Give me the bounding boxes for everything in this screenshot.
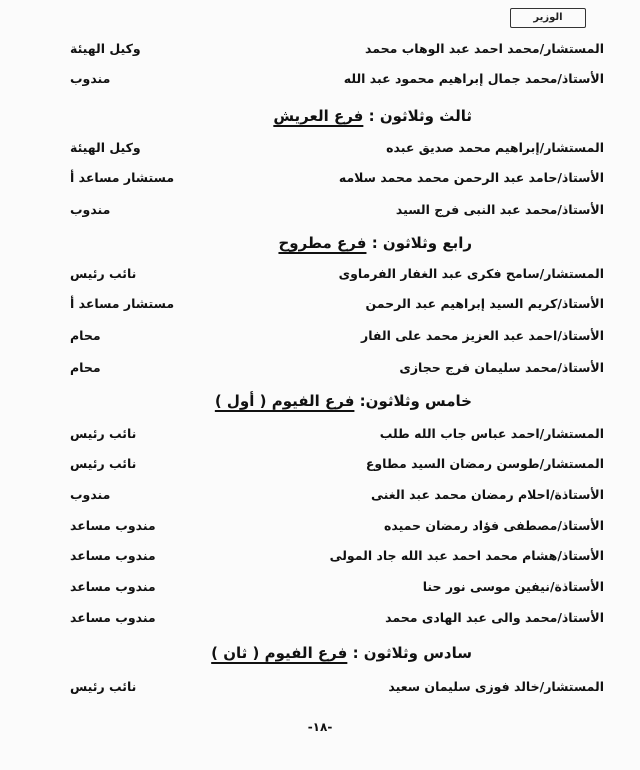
list-item xyxy=(56,545,604,567)
member-role: نائب رئيس xyxy=(70,266,137,281)
member-name: الأستاذ/محمد سليمان فرج حجازى xyxy=(399,360,604,375)
list-item xyxy=(56,325,604,347)
member-role: نائب رئيس xyxy=(70,426,137,441)
list-item xyxy=(56,167,604,189)
member-name: الأستاذة/نيفين موسى نور حنا xyxy=(422,579,604,594)
list-item xyxy=(56,293,604,315)
list-item xyxy=(56,607,604,629)
member-name: الأستاذ/محمد والى عبد الهادى محمد xyxy=(385,610,604,625)
member-role: مندوب xyxy=(70,487,111,502)
member-name: المستشار/طوسن رمضان السيد مطاوع xyxy=(365,456,604,471)
member-name: المستشار/سامح فكرى عبد الغفار الفرماوى xyxy=(338,266,604,281)
section-heading xyxy=(215,388,472,414)
member-role: مستشار مساعد أ xyxy=(70,296,175,311)
section-ordinal: خامس وثلاثون: xyxy=(359,392,472,410)
member-role: وكيل الهيئة xyxy=(70,140,141,155)
section-heading xyxy=(278,230,472,256)
member-role: محام xyxy=(70,328,101,343)
member-name: المستشار/خالد فوزى سليمان سعيد xyxy=(388,679,604,694)
branch-name: فرع الفيوم ( أول ) xyxy=(214,392,355,410)
section-ordinal: رابع وثلاثون : xyxy=(371,234,472,252)
list-item xyxy=(56,423,604,445)
section-ordinal: ثالث وثلاثون : xyxy=(368,107,472,125)
branch-name: فرع الفيوم ( ثان ) xyxy=(211,644,348,662)
list-item xyxy=(56,199,604,221)
header-stamp: الوزير xyxy=(510,8,586,28)
member-role: مستشار مساعد أ xyxy=(70,170,175,185)
member-role: محام xyxy=(70,360,101,375)
branch-name: فرع العريش xyxy=(273,107,364,125)
list-item xyxy=(56,137,604,159)
member-name: المستشار/إبراهيم محمد صديق عبده xyxy=(386,140,604,155)
member-role: مندوب مساعد xyxy=(70,610,156,625)
member-role: مندوب مساعد xyxy=(70,518,156,533)
member-name: الأستاذ/حامد عبد الرحمن محمد محمد سلامه xyxy=(338,170,604,185)
list-item xyxy=(56,484,604,506)
member-name: الأستاذ/هشام محمد احمد عبد الله جاد المولى xyxy=(329,548,604,563)
list-item xyxy=(56,576,604,598)
member-role: وكيل الهيئة xyxy=(70,41,141,56)
member-name: الأستاذ/مصطفى فؤاد رمضان حميده xyxy=(383,518,604,533)
list-item xyxy=(56,357,604,379)
list-item xyxy=(56,263,604,285)
member-role: مندوب xyxy=(70,71,111,86)
list-item xyxy=(56,68,604,90)
section-heading xyxy=(273,103,472,129)
member-role: مندوب مساعد xyxy=(70,579,156,594)
member-name: الأستاذ/كريم السيد إبراهيم عبد الرحمن xyxy=(365,296,604,311)
section-ordinal: سادس وثلاثون : xyxy=(352,644,472,662)
member-name: الأستاذ/محمد عبد النبى فرج السيد xyxy=(395,202,604,217)
member-name: الأستاذة/احلام رمضان محمد عبد الغنى xyxy=(370,487,604,502)
list-item xyxy=(56,676,604,698)
member-role: نائب رئيس xyxy=(70,679,137,694)
member-role: نائب رئيس xyxy=(70,456,137,471)
member-name: المستشار/احمد عباس جاب الله طلب xyxy=(379,426,604,441)
member-name: الأستاذ/احمد عبد العزيز محمد على الفار xyxy=(361,328,604,343)
list-item xyxy=(56,515,604,537)
member-name: الأستاذ/محمد جمال إبراهيم محمود عبد الله xyxy=(343,71,604,86)
branch-name: فرع مطروح xyxy=(278,234,367,252)
list-item xyxy=(56,38,604,60)
page-number: -١٨- xyxy=(307,720,333,734)
member-role: مندوب xyxy=(70,202,111,217)
section-heading xyxy=(211,640,472,666)
list-item xyxy=(56,453,604,475)
member-role: مندوب مساعد xyxy=(70,548,156,563)
member-name: المستشار/محمد احمد عبد الوهاب محمد xyxy=(365,41,604,56)
